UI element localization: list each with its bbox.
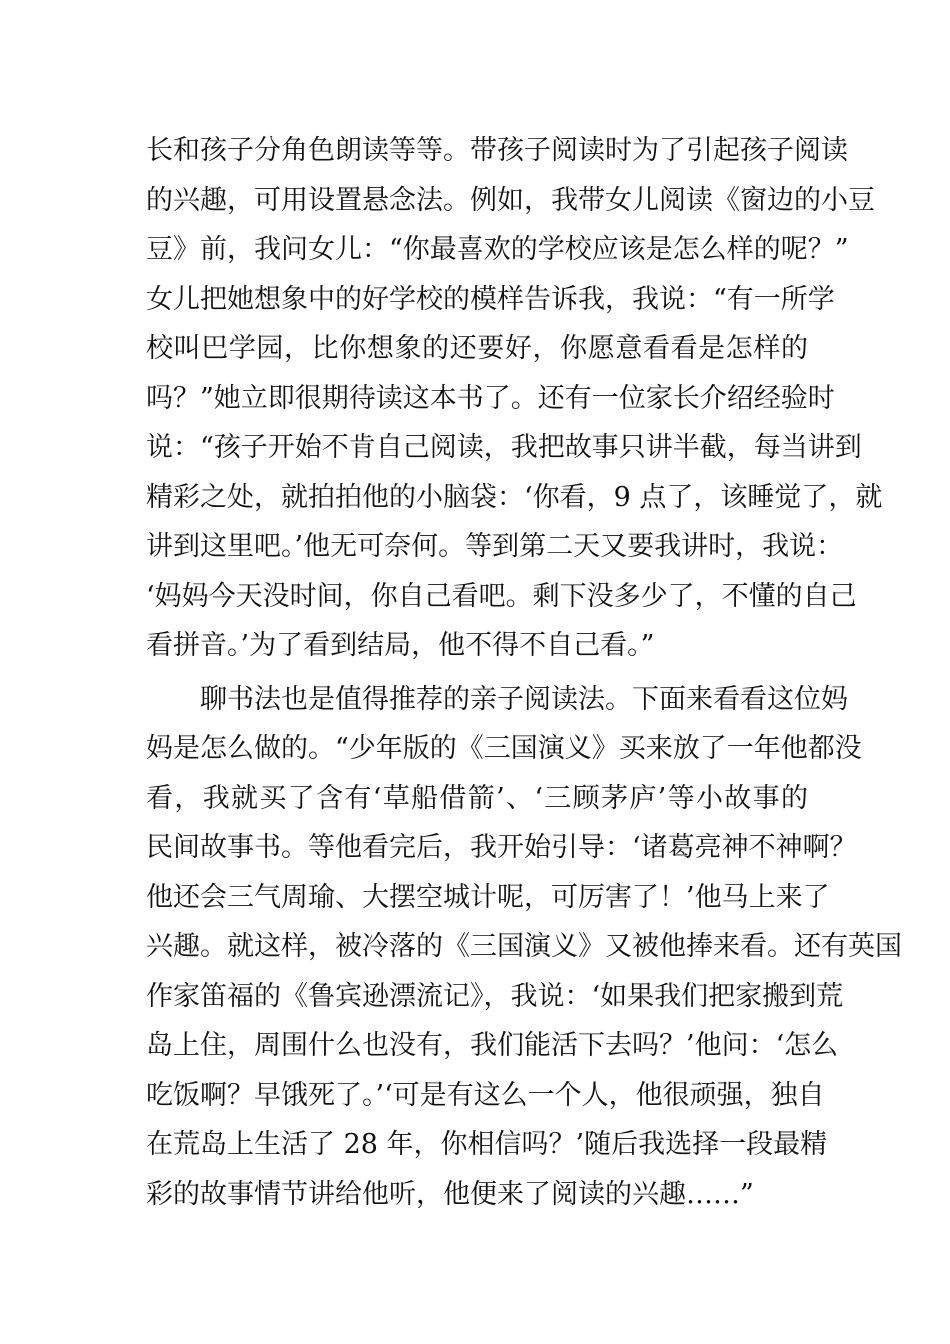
- text-line: 聊书法也是值得推荐的亲子阅读法。下面来看看这位妈: [146, 683, 848, 715]
- body-text: [146, 126, 902, 1219]
- text-line: 吃饭啊？早饿死了。’‘可是有这么一个人，他很顽强，独自: [146, 1079, 825, 1111]
- text-line: 他还会三气周瑜、大摆空城计呢，可厉害了！’他马上来了: [146, 881, 830, 913]
- text-line: 彩的故事情节讲给他听，他便来了阅读的兴趣……”: [146, 1178, 754, 1210]
- text-line: ‘妈妈今天没时间，你自己看吧。剩下没多少了，不懂的自己: [146, 580, 857, 612]
- paragraph-2: [146, 675, 902, 1220]
- text-line: 吗？”她立即很期待读这本书了。还有一位家长介绍经验时: [146, 382, 835, 414]
- text-line: 岛上住，周围什么也没有，我们能活下去吗？’他问：‘怎么: [146, 1030, 839, 1061]
- text-line: 作家笛福的《鲁宾逊漂流记》，我说：‘如果我们把家搬到荒: [146, 980, 844, 1012]
- text-line: 看，我就买了含有‘草船借箭’、‘三顾茅庐’等小故事的: [146, 782, 808, 814]
- text-line: 校叫巴学园，比你想象的还要好，你愿意看看是怎样的: [146, 333, 808, 364]
- text-line: 讲到这里吧。’他无可奈何。等到第二天又要我讲时，我说：: [146, 531, 844, 562]
- text-line: 女儿把她想象中的好学校的模样告诉我，我说：“有一所学: [146, 283, 835, 315]
- text-line: 妈是怎么做的。“少年版的《三国演义》买来放了一年他都没: [146, 733, 862, 764]
- text-line: 精彩之处，就拍拍他的小脑袋：‘你看，9 点了，该睡觉了，就: [146, 481, 883, 513]
- text-line: 兴趣。就这样，被冷落的《三国演义》又被他捧来看。还有英国: [146, 931, 902, 962]
- text-line: 民间故事书。等他看完后，我开始引导：‘诸葛亮神不神啊？: [146, 832, 857, 863]
- text-line: 豆》前，我问女儿：“你最喜欢的学校应该是怎么样的呢？”: [146, 234, 849, 265]
- paragraph-1: [146, 126, 883, 671]
- text-line: 看拼音。’为了看到结局，他不得不自己看。”: [146, 630, 655, 661]
- text-line: 的兴趣，可用设置悬念法。例如，我带女儿阅读《窗边的小豆: [146, 184, 875, 216]
- text-line: 说：“孩子开始不肯自己阅读，我把故事只讲半截，每当讲到: [146, 432, 862, 463]
- text-line: 在荒岛上生活了 28 年，你相信吗？’随后我选择一段最精: [146, 1129, 828, 1160]
- text-line: 长和孩子分角色朗读等等。带孩子阅读时为了引起孩子阅读: [146, 135, 848, 166]
